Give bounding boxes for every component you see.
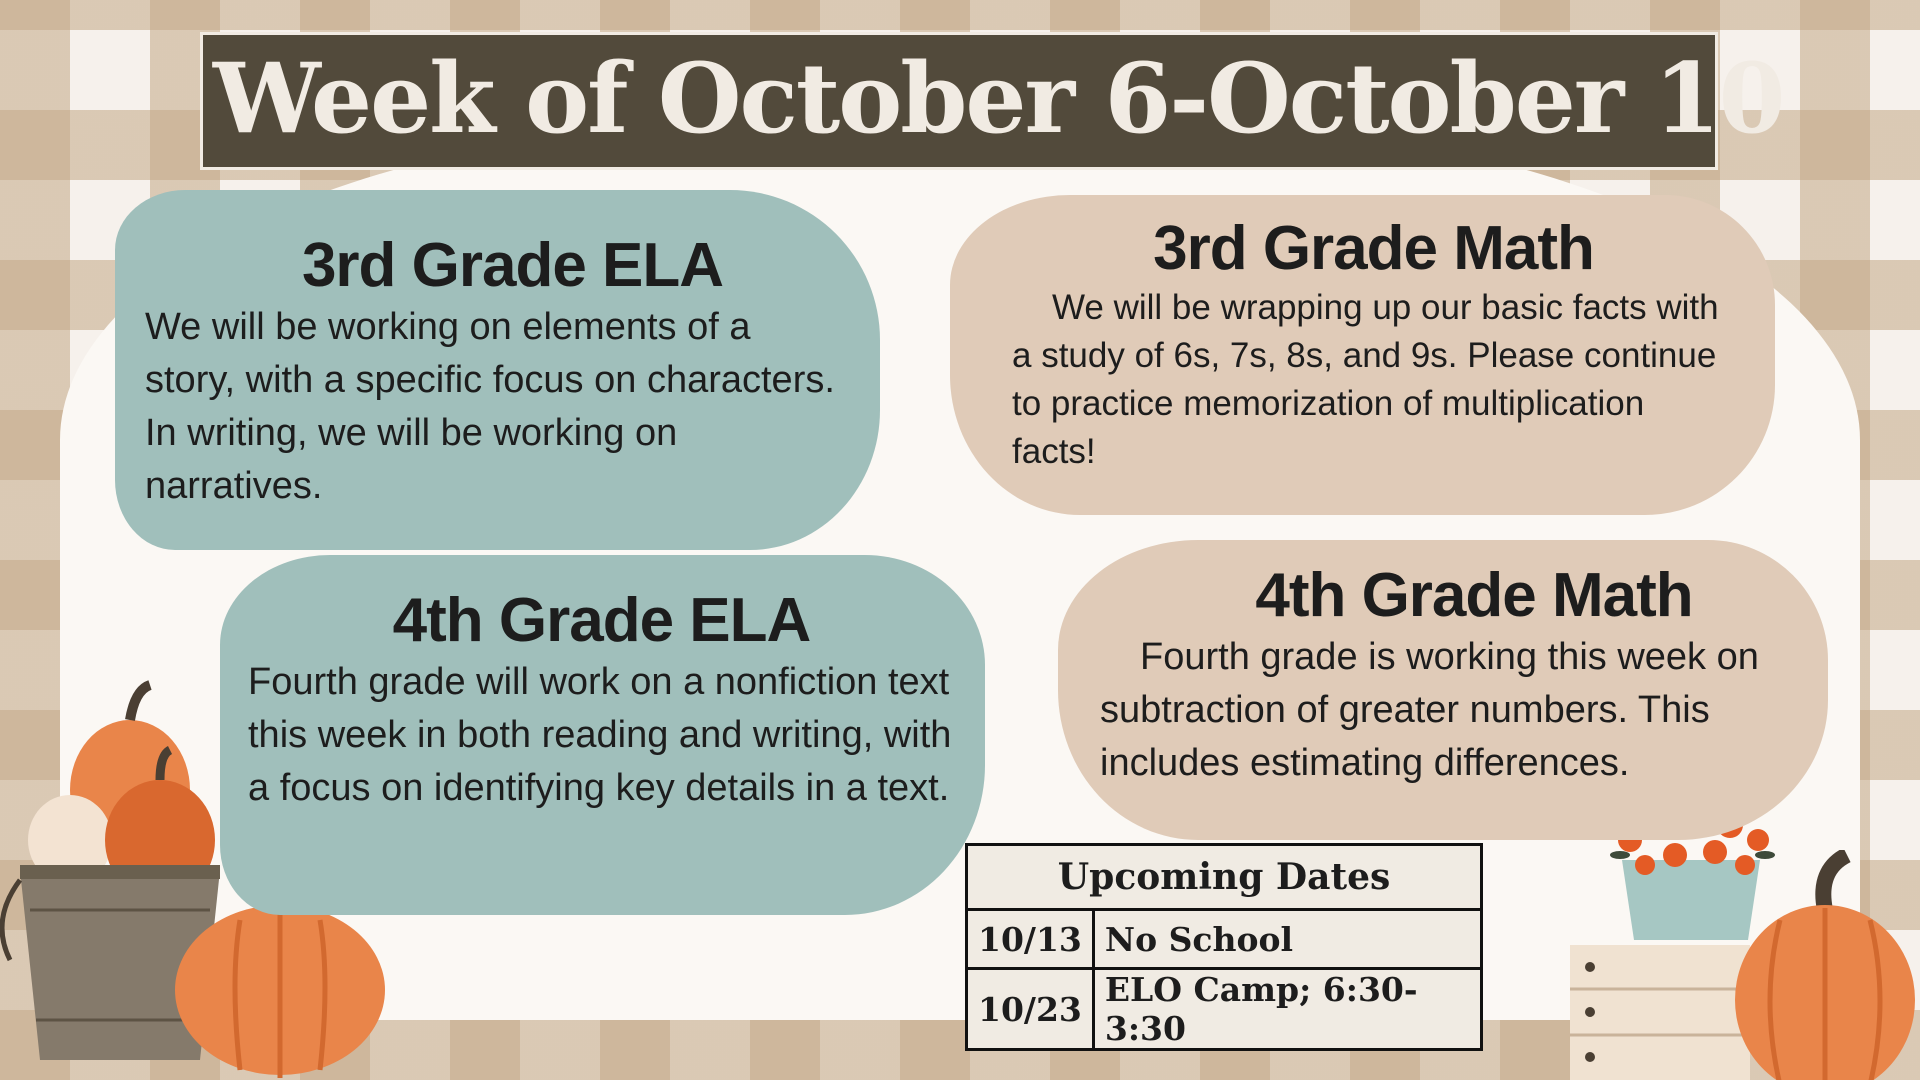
upcoming-dates-table [965, 843, 1483, 1051]
card-heading: 3rd Grade Math [1153, 214, 1594, 283]
card-4th-grade-ela [220, 555, 985, 915]
card-3rd-grade-ela [115, 190, 880, 550]
card-3rd-grade-math [950, 195, 1775, 515]
event-cell: ELO Camp; 6:30-3:30 [1093, 969, 1481, 1050]
date-cell: 10/23 [967, 969, 1094, 1050]
card-body: We will be wrapping up our basic facts with a study of 6s, 7s, 8s, and 9s. Please continue to practice memorization of multiplication facts! [1012, 288, 1719, 471]
card-body: Fourth grade will work on a nonfiction text this week in both reading and writing, with a focus on identifying key details in a text. [248, 661, 952, 809]
pumpkin-icon [1730, 850, 1920, 1080]
card-heading: 4th Grade ELA [392, 586, 811, 655]
page-title: Week of October 6-October 10 [213, 42, 1784, 155]
wooden-crate-icon [1570, 945, 1750, 1080]
card-4th-grade-math [1058, 540, 1828, 840]
card-body: We will be working on elements of a story, with a specific focus on characters. In writing, we will be working on narratives. [145, 306, 835, 507]
card-heading: 3rd Grade ELA [301, 231, 724, 300]
card-body: Fourth grade is working this week on subtraction of greater numbers. This includes estimating differences. [1100, 636, 1759, 784]
date-cell: 10/13 [967, 910, 1094, 969]
table-row [967, 910, 1482, 969]
table-header: Upcoming Dates [967, 845, 1482, 910]
event-cell: No School [1093, 910, 1481, 969]
title-banner [200, 32, 1784, 170]
card-heading: 4th Grade Math [1255, 561, 1693, 630]
table-row [967, 969, 1482, 1050]
